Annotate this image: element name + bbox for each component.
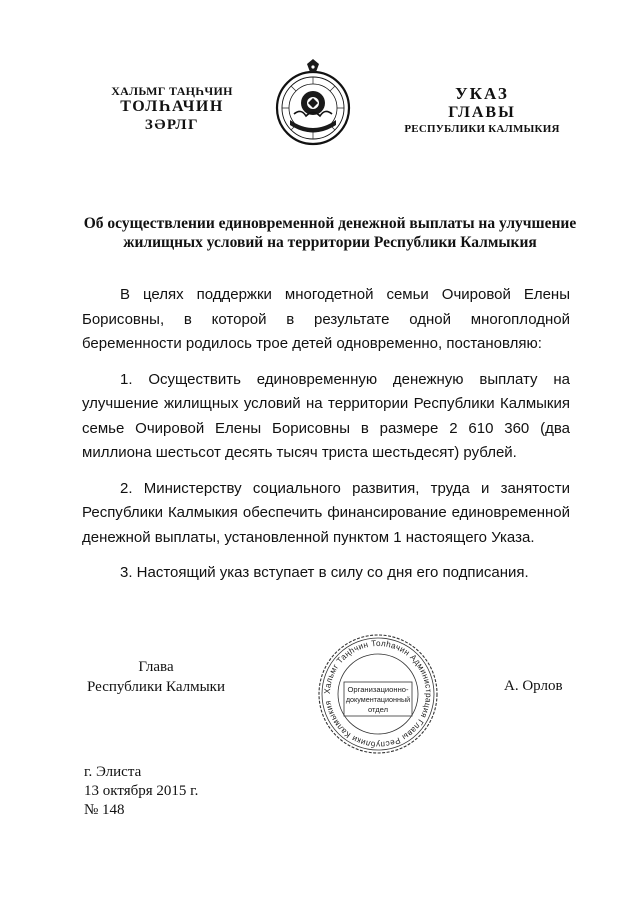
signatory-title: [60, 657, 252, 697]
body-paragraph-intro: В целях поддержки многодетной семьи Очировой Елены Борисовны, в которой в результате одной многоплодной беременности родилось трое детей одновременно, постановляю:: [82, 286, 570, 352]
header-right-line2: ГЛАВЫ: [448, 104, 516, 122]
body-paragraph-2: 2. Министерству социального развития, труда и занятости Республики Калмыкия обеспечить финансирование единовременной денежной выплаты, установленной пунктом 1 настоящего Указа.: [82, 479, 570, 546]
body-paragraph-3: 3. Настоящий указ вступает в силу со дня его подписания.: [120, 564, 529, 581]
footer-date: 13 октября 2015 г.: [84, 783, 199, 799]
signatory-name: А. Орлов: [504, 678, 563, 694]
body-paragraph-1: 1. Осуществить единовременную денежную выплату на улучшение жилищных условий на территории Республики Калмыкия семье Очировой Елены Борисовны в размере 2 610 360 (два миллиона шестьсот десять тысяч триста шестьдесят) рублей.: [82, 370, 570, 461]
header-left-line2: ТОЛҺАЧИН: [120, 98, 224, 116]
signatory-title-line2: Республики Калмыки: [87, 679, 225, 695]
seal-center-line2: документационный: [345, 695, 411, 704]
header-right-line3: РЕСПУБЛИКИ КАЛМЫКИЯ: [404, 122, 560, 135]
header-kalmyk: [92, 84, 252, 135]
coat-of-arms-icon: [274, 58, 352, 150]
seal-ring-text: Хальмг Таңһчин Толһачин Администрация Главы Республики Калмыкия: [321, 637, 435, 751]
header-right-line1: УКАЗ: [455, 84, 509, 103]
decree-title: [70, 214, 590, 253]
footer-number: № 148: [84, 802, 125, 818]
seal-center-line1: Организационно-: [347, 685, 409, 694]
title-line2: жилищных условий на территории Республики Калмыкия: [123, 234, 537, 252]
header-left-line3: ЗӘРЛГ: [144, 117, 200, 134]
official-seal-stamp: [316, 632, 440, 756]
decree-body: [82, 283, 570, 597]
header-left-line1: ХАЛЬМГ ТАҢҺЧИН: [111, 84, 233, 98]
seal-center-line3: отдел: [367, 705, 389, 714]
footer-city: г. Элиста: [84, 764, 142, 780]
decree-footer: [84, 763, 198, 820]
signatory-title-line1: Глава: [138, 659, 174, 675]
title-line1: Об осуществлении единовременной денежной выплаты на улучшение: [83, 215, 577, 232]
header-russian: [392, 84, 572, 136]
